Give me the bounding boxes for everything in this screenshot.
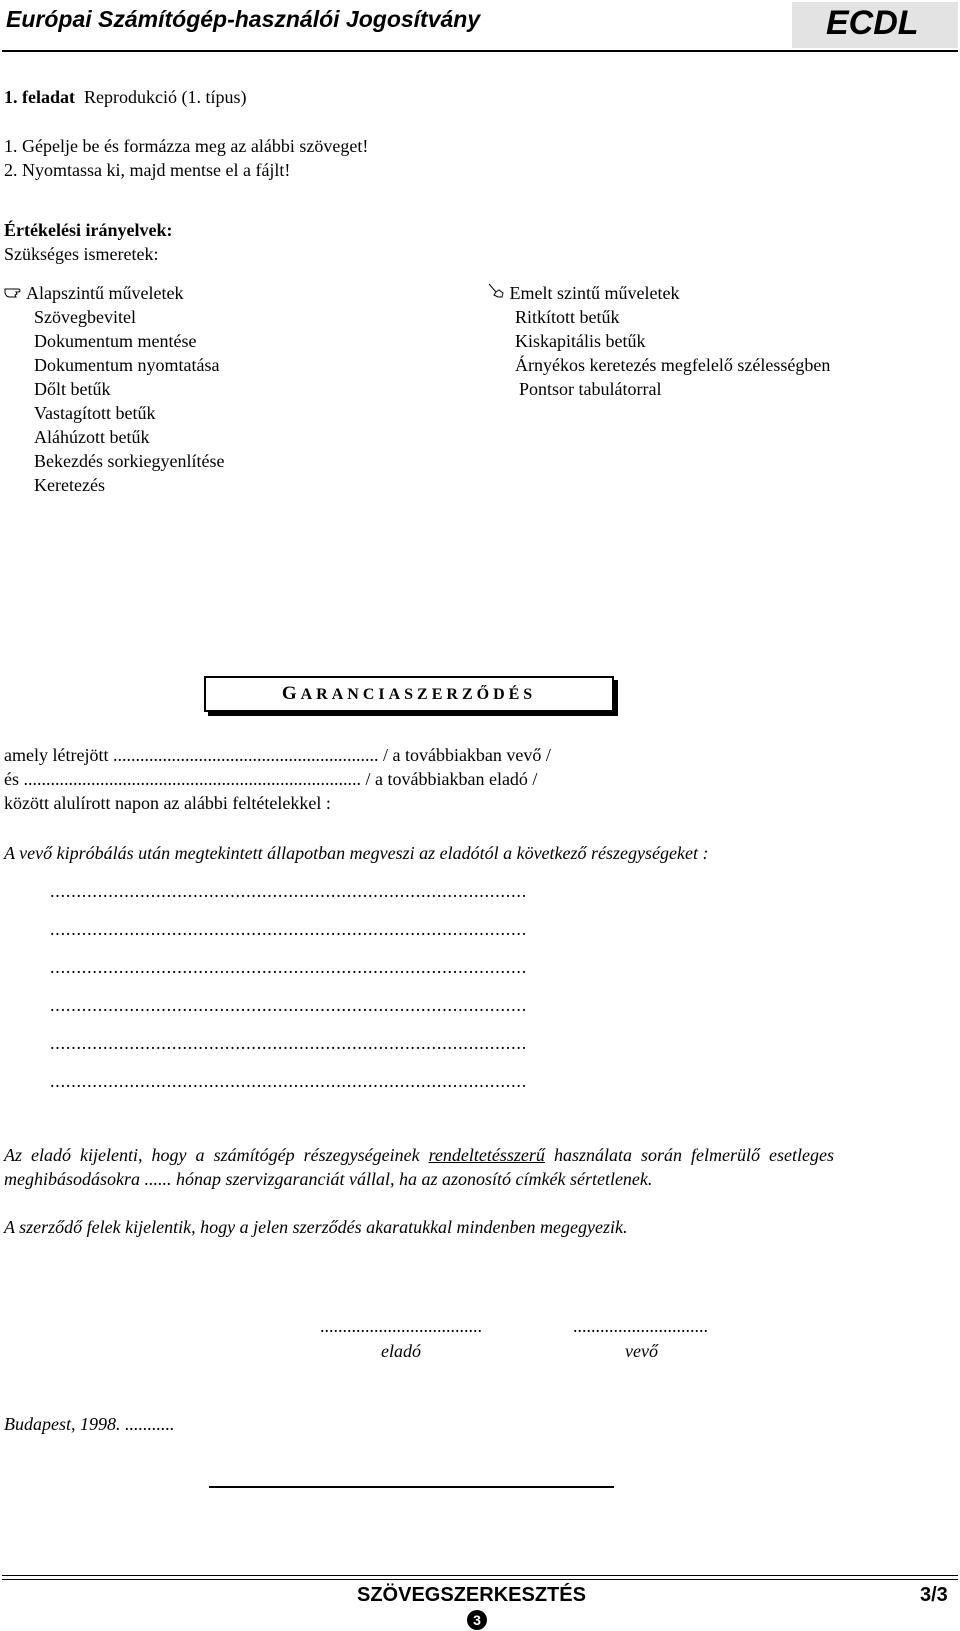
task-label: 1. feladat [4,87,75,107]
dot-line: .......................................................................................... [50,1033,527,1053]
evaluation-subheading: Szükséges ismeretek: [4,244,159,264]
warranty-underlined-word: rendeltetésszerű [428,1145,545,1165]
header-divider [2,50,958,52]
advanced-item: Kiskapitális betűk [515,331,646,351]
warranty-text-end: használata során felmerülő esetleges meghibásodásokra ...... hónap szervizgaranciát vállal, ha az azonosító címkék sértetlenek. [4,1145,834,1189]
basic-item: Aláhúzott betűk [34,427,150,447]
basic-item: Dőlt betűk [34,379,111,399]
evaluation-heading: Értékelési irányelvek: [4,220,173,240]
seller-signature-label: eladó [381,1341,421,1361]
task-type: Reprodukció (1. típus) [84,87,247,107]
warranty-text-start: Az eladó kijelenti, hogy a számítógép részegységeinek [4,1145,420,1165]
advanced-item: Pontsor tabulátorral [519,379,662,399]
task-line [4,87,246,108]
header-title: Európai Számítógép-használói Jogosítvány [6,6,481,32]
seller-signature-dots: .................................... [320,1316,482,1336]
dot-line: .......................................................................................... [50,919,527,939]
basic-item: Dokumentum nyomtatása [34,355,220,375]
advanced-operations-title: Emelt szintű műveletek [509,283,680,303]
contract-title-initial: G [281,683,301,704]
footer-divider [2,1579,958,1580]
contract-title-box [204,676,614,712]
dot-line: .......................................................................................... [50,1071,527,1091]
pointing-hand-icon [4,283,26,304]
footer-divider [2,1575,958,1576]
contract-line-buyer: amely létrejött ........................................................... / a továbbiakban vevő / [4,745,551,765]
task-step-2: 2. Nyomtassa ki, majd mentse el a fájlt! [4,160,291,180]
advanced-item: Ritkított betűk [515,307,620,327]
basic-item: Bekezdés sorkiegyenlítése [34,451,225,471]
dot-line: .......................................................................................... [50,957,527,977]
dot-line: .......................................................................................... [50,881,527,901]
contract-line-conditions: között alulírott napon az alábbi feltételekkel : [4,793,331,813]
writing-hand-icon [487,283,505,304]
task-step-1: 1. Gépelje be és formázza meg az alábbi szöveget! [4,136,369,156]
basic-item: Vastagított betűk [34,403,156,423]
basic-operations-title-row [4,283,183,304]
basic-item: Dokumentum mentése [34,331,197,351]
dot-line: .......................................................................................... [50,995,527,1015]
contract-line-seller: és ........................................................................... / a továbbiakban eladó / [4,769,538,789]
agreement-paragraph: A szerződő felek kijelentik, hogy a jelen szerződés akaratukkal mindenben megegyezik. [4,1217,628,1237]
ecdl-logo: ECDL [826,4,919,42]
page-number: 3/3 [920,1584,948,1606]
place-date: Budapest, 1998. ........... [4,1414,175,1434]
page-badge: 3 [467,1610,487,1630]
advanced-operations-title-row [487,283,679,304]
footer-title: SZÖVEGSZERKESZTÉS [357,1584,586,1606]
buyer-signature-label: vevő [625,1341,658,1361]
basic-item: Szövegbevitel [34,307,136,327]
contract-title-rest: ARANCIASZERZŐDÉS [300,686,537,703]
warranty-paragraph [4,1143,834,1191]
advanced-item: Árnyékos keretezés megfelelő szélességben [515,355,831,375]
basic-item: Keretezés [34,475,105,495]
signature-rule [209,1486,614,1488]
basic-operations-title: Alapszintű műveletek [26,283,184,303]
contract-intro: A vevő kipróbálás után megtekintett állapotban megveszi az eladótól a következő részegységeket : [4,843,709,863]
buyer-signature-dots: .............................. [573,1316,708,1336]
